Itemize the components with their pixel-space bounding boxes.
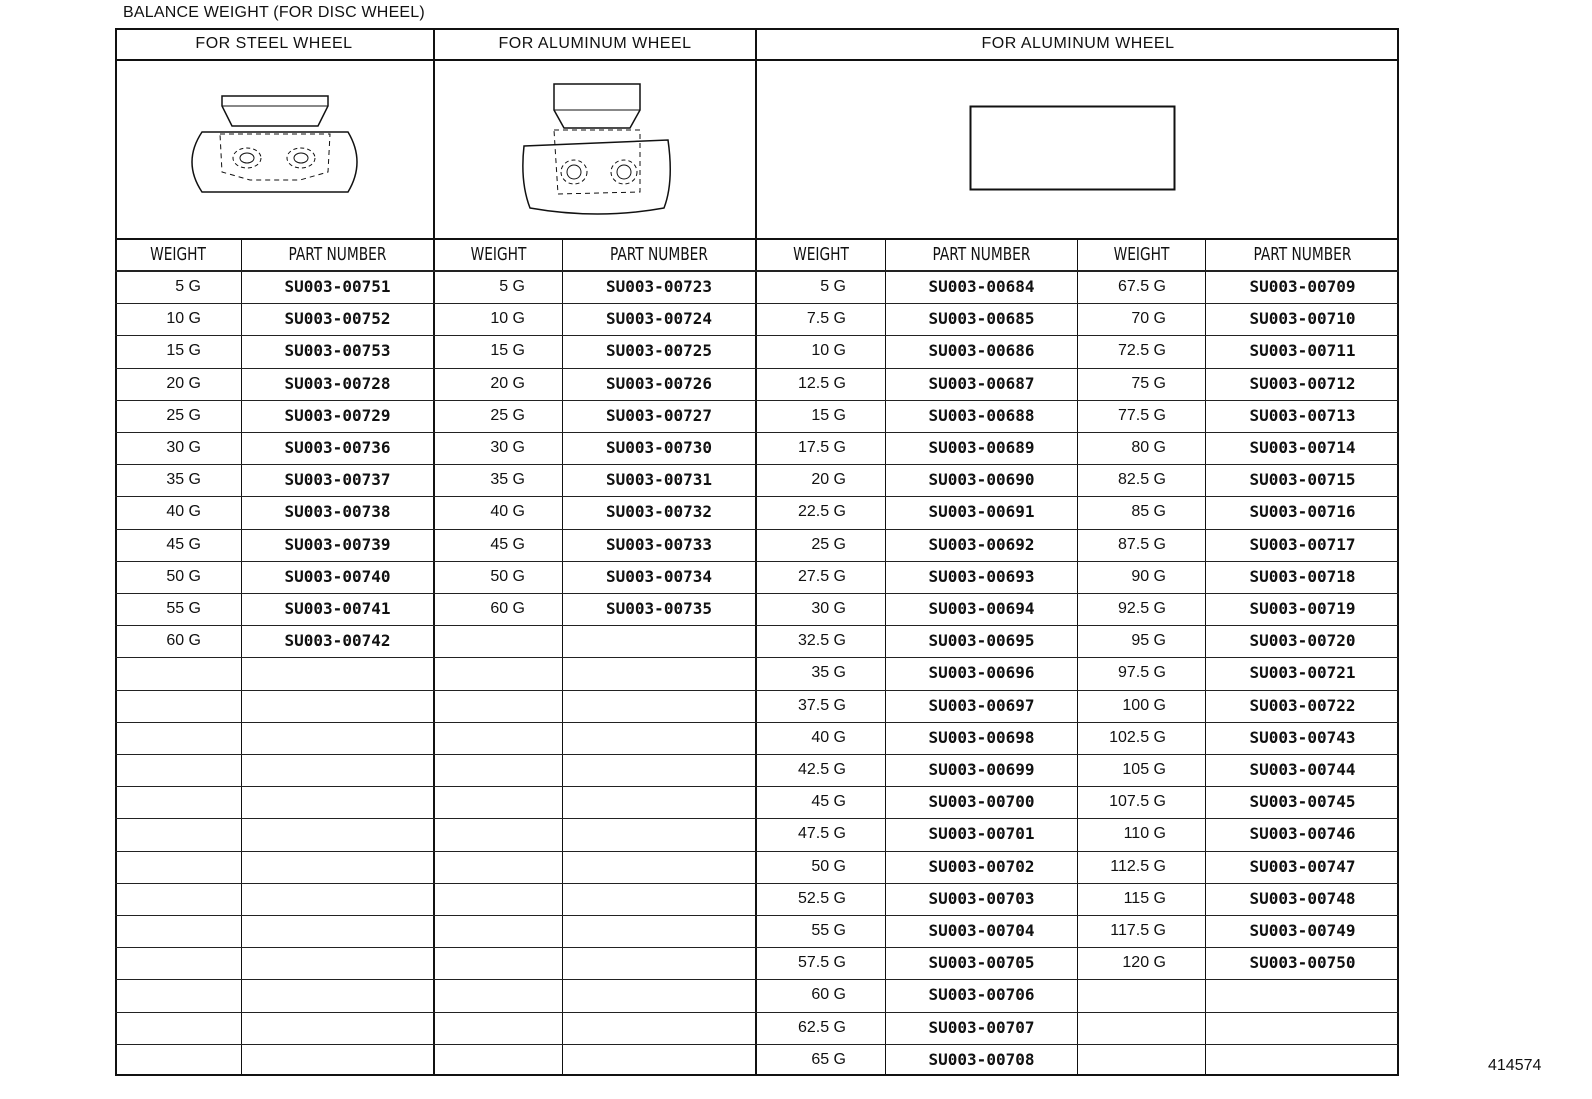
weight-cell: 35 G bbox=[811, 664, 846, 681]
weight-cell: 57.5 G bbox=[797, 954, 846, 971]
col-header-part-number: PART NUMBER bbox=[288, 244, 387, 265]
part-number-cell: SU003-00723 bbox=[606, 277, 712, 296]
part-number-cell: SU003-00707 bbox=[928, 1018, 1035, 1037]
part-number-cell: SU003-00696 bbox=[928, 663, 1035, 682]
weight-cell: 60 G bbox=[490, 600, 525, 617]
weight-cell: 82.5 G bbox=[1117, 471, 1166, 488]
clip-on-balance-weight-icon bbox=[180, 92, 370, 212]
weight-cell: 65 G bbox=[811, 1051, 846, 1068]
weight-cell: 12.5 G bbox=[797, 375, 846, 392]
part-number-cell: SU003-00690 bbox=[928, 470, 1035, 489]
col-header-part-number: PART NUMBER bbox=[610, 244, 708, 265]
weight-cell: 20 G bbox=[166, 375, 201, 392]
weight-cell: 10 G bbox=[490, 310, 525, 327]
weight-cell: 85 G bbox=[1131, 503, 1166, 520]
col-header-part-number: PART NUMBER bbox=[932, 244, 1031, 265]
part-number-cell: SU003-00744 bbox=[1249, 760, 1356, 779]
part-number-cell: SU003-00706 bbox=[928, 985, 1035, 1004]
section-header-aluminum-1: FOR ALUMINUM WHEEL bbox=[498, 35, 692, 52]
weight-cell: 102.5 G bbox=[1109, 729, 1166, 746]
weight-cell: 25 G bbox=[490, 407, 525, 424]
part-number-cell: SU003-00688 bbox=[928, 406, 1035, 425]
part-number-cell: SU003-00703 bbox=[928, 889, 1035, 908]
weight-cell: 5 G bbox=[499, 278, 525, 295]
part-number-cell: SU003-00719 bbox=[1249, 599, 1356, 618]
weight-cell: 92.5 G bbox=[1117, 600, 1166, 617]
weight-cell: 15 G bbox=[166, 342, 201, 359]
part-number-cell: SU003-00708 bbox=[928, 1050, 1035, 1069]
part-number-cell: SU003-00705 bbox=[928, 953, 1035, 972]
weight-cell: 62.5 G bbox=[797, 1019, 846, 1036]
weight-cell: 20 G bbox=[490, 375, 525, 392]
col-header-weight: WEIGHT bbox=[793, 244, 849, 265]
figure-id: 414574 bbox=[1488, 1057, 1542, 1074]
weight-cell: 40 G bbox=[490, 503, 525, 520]
part-number-cell: SU003-00699 bbox=[928, 760, 1035, 779]
weight-cell: 80 G bbox=[1131, 439, 1166, 456]
part-number-cell: SU003-00714 bbox=[1249, 438, 1356, 457]
weight-cell: 40 G bbox=[811, 729, 846, 746]
weight-cell: 10 G bbox=[811, 342, 846, 359]
weight-cell: 40 G bbox=[166, 503, 201, 520]
weight-cell: 45 G bbox=[490, 536, 525, 553]
part-number-cell: SU003-00718 bbox=[1249, 567, 1356, 586]
weight-cell: 55 G bbox=[811, 922, 846, 939]
col-header-weight: WEIGHT bbox=[150, 244, 206, 265]
part-number-cell: SU003-00700 bbox=[928, 792, 1035, 811]
weight-cell: 75 G bbox=[1131, 375, 1166, 392]
part-number-cell: SU003-00728 bbox=[284, 374, 391, 393]
weight-cell: 5 G bbox=[820, 278, 846, 295]
part-number-cell: SU003-00720 bbox=[1249, 631, 1356, 650]
part-number-cell: SU003-00710 bbox=[1249, 309, 1356, 328]
weight-cell: 25 G bbox=[811, 536, 846, 553]
section-header-aluminum-2: FOR ALUMINUM WHEEL bbox=[981, 35, 1175, 52]
part-number-cell: SU003-00722 bbox=[1249, 696, 1356, 715]
weight-cell: 115 G bbox=[1123, 890, 1166, 907]
part-number-cell: SU003-00713 bbox=[1249, 406, 1356, 425]
part-number-cell: SU003-00712 bbox=[1249, 374, 1356, 393]
part-number-cell: SU003-00736 bbox=[284, 438, 391, 457]
part-number-cell: SU003-00709 bbox=[1249, 277, 1356, 296]
col-header-weight: WEIGHT bbox=[1113, 244, 1170, 265]
part-number-cell: SU003-00734 bbox=[606, 567, 712, 586]
part-number-cell: SU003-00704 bbox=[928, 921, 1035, 940]
weight-cell: 15 G bbox=[811, 407, 846, 424]
section-header-steel: FOR STEEL WHEEL bbox=[195, 35, 353, 52]
part-number-cell: SU003-00745 bbox=[1249, 792, 1356, 811]
part-number-cell: SU003-00701 bbox=[928, 824, 1035, 843]
part-number-cell: SU003-00716 bbox=[1249, 502, 1356, 521]
part-number-cell: SU003-00698 bbox=[928, 728, 1035, 747]
part-number-cell: SU003-00702 bbox=[928, 857, 1035, 876]
part-number-cell: SU003-00725 bbox=[606, 341, 712, 360]
col-header-weight: WEIGHT bbox=[470, 244, 527, 265]
weight-cell: 45 G bbox=[811, 793, 846, 810]
part-number-cell: SU003-00730 bbox=[606, 438, 712, 457]
weight-cell: 17.5 G bbox=[797, 439, 846, 456]
part-number-cell: SU003-00733 bbox=[606, 535, 712, 554]
part-number-cell: SU003-00687 bbox=[928, 374, 1035, 393]
part-number-cell: SU003-00735 bbox=[606, 599, 712, 618]
part-number-cell: SU003-00729 bbox=[284, 406, 391, 425]
weight-cell: 50 G bbox=[811, 858, 846, 875]
weight-cell: 22.5 G bbox=[797, 503, 846, 520]
part-number-cell: SU003-00748 bbox=[1249, 889, 1356, 908]
weight-cell: 42.5 G bbox=[797, 761, 846, 778]
part-number-cell: SU003-00689 bbox=[928, 438, 1035, 457]
weight-cell: 72.5 G bbox=[1117, 342, 1166, 359]
part-number-cell: SU003-00693 bbox=[928, 567, 1035, 586]
weight-cell: 45 G bbox=[166, 536, 201, 553]
part-number-cell: SU003-00695 bbox=[928, 631, 1035, 650]
part-number-cell: SU003-00740 bbox=[284, 567, 391, 586]
part-number-cell: SU003-00742 bbox=[284, 631, 391, 650]
weight-cell: 5 G bbox=[175, 278, 201, 295]
weight-cell: 120 G bbox=[1122, 954, 1166, 971]
part-number-cell: SU003-00721 bbox=[1249, 663, 1356, 682]
part-number-cell: SU003-00711 bbox=[1249, 341, 1356, 360]
weight-cell: 30 G bbox=[166, 439, 201, 456]
weight-cell: 10 G bbox=[166, 310, 201, 327]
weight-cell: 15 G bbox=[490, 342, 525, 359]
weight-cell: 35 G bbox=[166, 471, 201, 488]
part-number-cell: SU003-00697 bbox=[928, 696, 1035, 715]
weight-cell: 30 G bbox=[811, 600, 846, 617]
weight-cell: 37.5 G bbox=[797, 697, 846, 714]
weight-cell: 52.5 G bbox=[797, 890, 846, 907]
part-number-cell: SU003-00715 bbox=[1249, 470, 1356, 489]
weight-cell: 97.5 G bbox=[1117, 664, 1166, 681]
weight-cell: 87.5 G bbox=[1117, 536, 1166, 553]
part-number-cell: SU003-00739 bbox=[284, 535, 391, 554]
part-number-cell: SU003-00684 bbox=[928, 277, 1035, 296]
weight-cell: 27.5 G bbox=[797, 568, 846, 585]
weight-cell: 35 G bbox=[490, 471, 525, 488]
part-number-cell: SU003-00750 bbox=[1249, 953, 1356, 972]
weight-cell: 7.5 G bbox=[806, 310, 846, 327]
part-number-cell: SU003-00727 bbox=[606, 406, 712, 425]
part-number-cell: SU003-00753 bbox=[284, 341, 391, 360]
part-number-cell: SU003-00685 bbox=[928, 309, 1035, 328]
weight-cell: 50 G bbox=[490, 568, 525, 585]
weight-cell: 117.5 G bbox=[1110, 922, 1166, 939]
weight-cell: 110 G bbox=[1123, 825, 1166, 842]
part-number-cell: SU003-00691 bbox=[928, 502, 1035, 521]
weight-cell: 25 G bbox=[166, 407, 201, 424]
part-number-cell: SU003-00741 bbox=[284, 599, 391, 618]
part-number-cell: SU003-00746 bbox=[1249, 824, 1356, 843]
part-number-cell: SU003-00724 bbox=[606, 309, 712, 328]
weight-cell: 100 G bbox=[1122, 697, 1166, 714]
adhesive-balance-weight-icon bbox=[969, 105, 1177, 193]
weight-cell: 77.5 G bbox=[1117, 407, 1166, 424]
weight-cell: 112.5 G bbox=[1110, 858, 1166, 875]
part-number-cell: SU003-00726 bbox=[606, 374, 712, 393]
clip-on-balance-weight-alu-icon bbox=[518, 82, 678, 218]
weight-cell: 50 G bbox=[166, 568, 201, 585]
weight-cell: 60 G bbox=[166, 632, 201, 649]
weight-cell: 90 G bbox=[1131, 568, 1166, 585]
weight-cell: 20 G bbox=[811, 471, 846, 488]
weight-cell: 67.5 G bbox=[1117, 278, 1166, 295]
weight-cell: 107.5 G bbox=[1109, 793, 1166, 810]
col-header-part-number: PART NUMBER bbox=[1253, 244, 1352, 265]
part-number-cell: SU003-00694 bbox=[928, 599, 1035, 618]
weight-cell: 30 G bbox=[490, 439, 525, 456]
part-number-cell: SU003-00717 bbox=[1249, 535, 1356, 554]
part-number-cell: SU003-00751 bbox=[284, 277, 391, 296]
part-number-cell: SU003-00749 bbox=[1249, 921, 1356, 940]
part-number-cell: SU003-00737 bbox=[284, 470, 391, 489]
part-number-cell: SU003-00747 bbox=[1249, 857, 1356, 876]
part-number-cell: SU003-00732 bbox=[606, 502, 712, 521]
weight-cell: 60 G bbox=[811, 986, 846, 1003]
part-number-cell: SU003-00738 bbox=[284, 502, 391, 521]
weight-cell: 105 G bbox=[1122, 761, 1166, 778]
weight-cell: 70 G bbox=[1131, 310, 1166, 327]
weight-cell: 32.5 G bbox=[797, 632, 846, 649]
part-number-cell: SU003-00752 bbox=[284, 309, 391, 328]
part-number-cell: SU003-00692 bbox=[928, 535, 1035, 554]
weight-cell: 47.5 G bbox=[797, 825, 846, 842]
weight-cell: 95 G bbox=[1131, 632, 1166, 649]
part-number-cell: SU003-00731 bbox=[606, 470, 712, 489]
weight-cell: 55 G bbox=[166, 600, 201, 617]
part-number-cell: SU003-00743 bbox=[1249, 728, 1356, 747]
part-number-cell: SU003-00686 bbox=[928, 341, 1035, 360]
document-title: BALANCE WEIGHT (FOR DISC WHEEL) bbox=[123, 4, 425, 21]
